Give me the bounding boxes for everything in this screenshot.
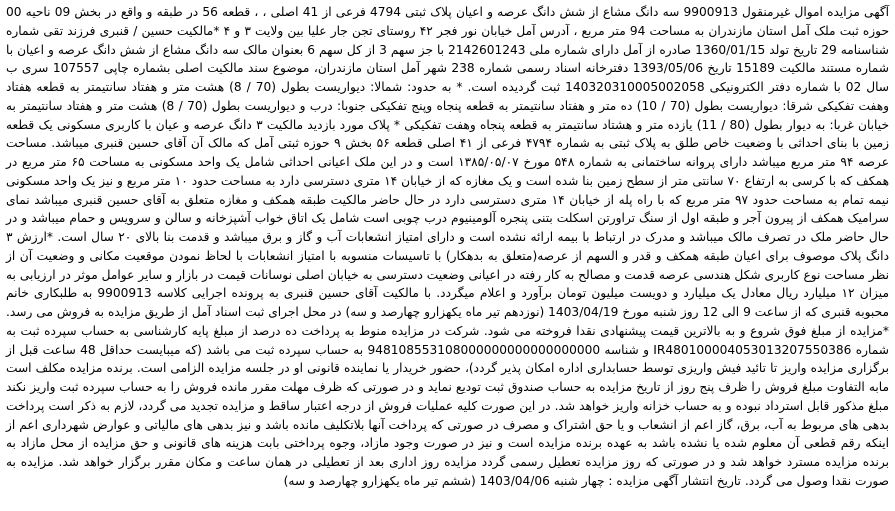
notice-title: آگهی مزایده اموال غیرمنقول: [742, 5, 890, 19]
notice-body: 9900913 سه دانگ مشاع از شش دانگ عرصه و اعیان پلاک ثبتی 4794 فرعی از 41 اصلی ، ، قطعه 56 در طبقه و واقع در بخش 09 ناحیه 00 حوزه ثبت ملک آمل استان مازندران به مساحت 94 متر مربع ، آدرس آمل خیابان نور فجر ۴۲ روستای تجن جار علیا بین ولایت ۳ و ۴ *مالکیت حسین / قنبری فرزند تقی شماره شناسنامه 29 تاریخ تولد 1360/01/15 صادره از آمل دارای شماره ملی 2142601243 با جز سهم 3 از کل سهم 6 بعنوان مالک سه دانگ مشاع از شش دانگ عرصه و اعیان با شماره مستند مالکیت 15189 تاریخ 1393/05/06 دفترخانه اسناد رسمی شماره 238 شهر آمل استان مازندران، موضوع سند مالکیت اصلی بشماره چاپی 107557 سری ب سال 02 با شماره دفتر الکترونیکی 140320310005002058 ثبت گردیده است. * به حدود: شمالا: دیواریست بطول (70 / 8) هشت متر و هفتاد سانتیمتر به قطعه هفتاد وهفت تفکیکی شرقا: دیواریست بطول (70 / 10) ده متر و هفتاد سانتیمتر به قطعه پنجاه وپنج تفکیکی جنوبا: درب و دیواریست بطول (70 / 8) هشت متر و هفتاد سانتیمتر به خیابان غربا: به دیوار بطول (80 / 11) یازده متر و هشتاد سانتیمتر به قطعه پنجاه وهفت تفکیکی * پلاک مورد بازدید مالکیت ۳ دانگ عرصه و عیان با کاربری مسکونی یک قطعه زمین با بنای احداثی با وضعیت خاص طلق به پلاک ثبتی به شماره ۴۷۹۴ فرعی از ۴۱ اصلی قطعه ۵۶ بخش ۹ حوزه ثبتی آمل که مالک آن آقای حسین قنبری میباشد. مساحت عرصه ۹۴ متر مربع میباشد دارای پروانه ساختمانی به شماره ۵۴۸ مورخ ۱۳۸۵/۰۵/۰۷ است و در این ملک اعیانی احداثی شامل یک واحد مسکونی به مساحت ۶۵ متر مربع در همکف که با کرسی به ارتفاع ۷۰ سانتی متر از سطح زمین بنا شده است و یک مغازه که از خیابان ۱۴ متری دسترسی دارد به مساحت حدود ۱۰ متر مربع و نیز یک واحد مسکونی نیمه تمام به مساحت حدود ۹۷ متر مربع که با راه پله از خیابان ۱۴ متری دسترسی دارد در حال حاضر مالکیت طبقه همکف و مغازه متعلق به آقای حسین قنبری میباشد نمای سرامیک همکف از پیرون آجر و طبقه اول از سنگ تراورتن اسکلت بتنی پنجره آلومینیوم درب چوبی است شامل یک اتاق خواب آشپزخانه و سالن و سرویس و حمام میباشد و در حال حاضر ملک در تصرف مالک میباشد و مدرک در ارتباط با بیمه ارائه نشده است و دارای امتیاز انشعابات آب و گاز و برق میباشد و قدمت بنا بالای ۲۰ سال است. *ارزش ۳ دانگ پلاک موصوف برای اعیان طبقه همکف و قدر و السهم از عرصه(متعلق به بدهکار) با تاسیسات منسوبه با امتیاز انشعابات با لحاظ نمودن موقعیت مکانی و وضعیت آن از نظر مساحت نوع کاربری شکل هندسی عرصه قدمت و مصالح به کار رفته در اعیانی وضعیت دسترسی به خیابان اصلی نوسانات قیمت در بازار و سایر عوامل موثر در ارزیابی به میزان ۱۲ میلیارد ریال معادل یک میلیارد و دویست میلیون تومان برآورد و اعلام میگردد. با مالکیت آقای حسین قنبری به پرونده اجرایی کلاسه 9900913 به طلبکاری خانم محبوبه قنبری که از ساعت 9 الی 12 روز شنبه مورخ 1403/04/19 (نوزدهم تیر ماه یکهزارو چهارصد و سه) در محل اجرای ثبت اسناد آمل از طریق مزایده به فروش می رسد. *مزایده از مبلغ فوق شروع و به بالاترین قیمت پیشنهادی نقدا فروخته می شود. شرکت در مزایده منوط به پرداخت ده درصد از مبلغ پایه کارشناسی به حساب سپرده ثبت به شماره IR480100004053013207550386 و شناسه 948108553108000000000000000000 به حساب سپرده ثبت می باشد (که میبایست حداقل 48 ساعت قبل از برگزاری مزایده واریز تا تائید فیش واریزی توسط حسابداری اداره امکان پذیر گردد)، حضور خریدار یا نماینده قانونی او در جلسه مزایده الزامی است. برنده مزایده مکلف است مابه التفاوت مبلغ فروش را ظرف پنج روز از تاریخ مزایده به حساب صندوق ثبت تودیع نماید و در صورتی که ظرف مهلت مقرر مانده فروش را به حساب سپرده ثبت واریز نکند مبلغ مذکور قابل استرداد نبوده و به حساب خزانه واریز خواهد شد. در این صورت کلیه عملیات فروش از درجه اعتبار ساقط و مزایده تجدید می گردد، لازم به ذکر است پرداخت بدهی های مربوط به آب، برق، گاز اعم از انشعاب و یا حق اشتراک و مصرف در صورتی که پرداخت آنها بلاتکلیف مانده باشد و نیز بدهی های مالیاتی و عوارض شهرداری اعم از اینکه رقم قطعی آن معلوم شده یا نشده باشد به عهده برنده مزایده است و نیز در صورت وجود مازاد، وجوه پرداختی بابت هزینه های قانونی و حق مزایده از محل مازاد به برنده مزایده مسترد خواهد شد و در صورتی که روز مزایده تعطیل رسمی گردد مزایده روز اداری بعد از تعطیلی در همان ساعت و مکان مقرر برگزار خواهد شد. مزایده به صورت نقدا وصول می گردد. تاریخ انتشار آگهی مزایده : چهار شنبه 1403/04/06 (ششم تیر ماه یکهزارو چهارصد و سه): [6, 5, 890, 488]
